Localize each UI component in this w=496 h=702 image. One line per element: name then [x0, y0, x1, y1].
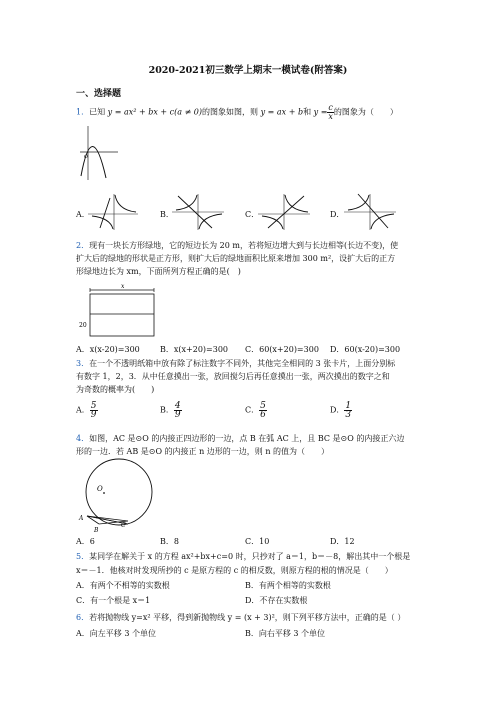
- q1-parabola-graph: [78, 124, 118, 180]
- frac-numerator: 5: [90, 401, 97, 411]
- q1-option-c[interactable]: C．: [245, 210, 260, 219]
- q5-line-1: 某同学在解关于 x 的方程 ax²+bx+c=0 时，只抄对了 a＝1，b＝－8，解出其中一个根是: [89, 552, 411, 561]
- q2-option-b[interactable]: B．x(x+20)=300: [160, 345, 228, 354]
- q1-frac-lhs: y =: [313, 107, 328, 117]
- q4-option-b[interactable]: B．8: [160, 537, 179, 546]
- q5-option-b[interactable]: B．有两个相等的实数根: [245, 581, 331, 590]
- q4-option-a[interactable]: A．6: [76, 537, 95, 546]
- option-label: B．: [160, 405, 174, 415]
- frac-denominator: x: [328, 112, 333, 121]
- question-number: 6．: [76, 613, 90, 622]
- option-fraction: [344, 402, 352, 419]
- frac-numerator: 1: [345, 401, 352, 411]
- q1-option-d-graph: [344, 192, 396, 230]
- frac-denominator: 6: [260, 410, 266, 420]
- q1-text: 和: [303, 107, 312, 117]
- q3-line-1: 在一个不透明纸箱中放有除了标注数字不同外，其他完全相同的 3 张卡片，上面分别标: [89, 359, 396, 368]
- q2-line-3: 形绿地边长为 xm，下面所列方程正确的是( ): [76, 267, 241, 276]
- q4-circle-figure: [76, 458, 162, 534]
- q6-line: 若将抛物线 y=x² 平移，得到新抛物线 y = (x + 3)²，则下列平移方法中，正确的是（ ）: [89, 613, 406, 622]
- q5-option-c[interactable]: C．有一个根是 x＝1: [76, 596, 151, 605]
- option-fraction: [259, 402, 267, 419]
- question-5-stem: [76, 551, 410, 562]
- origin-label: O: [84, 154, 89, 160]
- q1-option-a[interactable]: A．: [76, 210, 90, 219]
- section-heading: 一、选择题: [76, 89, 122, 99]
- frac-numerator: c: [328, 103, 333, 112]
- q2-option-d[interactable]: D．60(x-20)=300: [330, 345, 401, 354]
- q3-option-a[interactable]: [76, 402, 98, 419]
- frac-numerator: 4: [174, 401, 181, 411]
- q6-option-b[interactable]: B．向右平移 3 个单位: [245, 629, 326, 638]
- q2-option-a[interactable]: A．x(x-20)=300: [76, 345, 140, 354]
- q3-option-c[interactable]: [245, 402, 267, 419]
- q2-line-1: 现有一块长方形绿地，它的短边长为 20 m，若将短边增大到与长边相等(长边不变)，使: [89, 241, 399, 250]
- q3-option-b[interactable]: [160, 402, 182, 419]
- q1-text: 的图象如图，则: [202, 107, 259, 117]
- q1-formula-linear: y = ax + b: [260, 107, 304, 117]
- q3-line-2: 有数字 1，2，3．从中任意摸出一张，放回搅匀后再任意摸出一张，两次摸出的数字之和: [76, 372, 390, 381]
- document-title: 2020-2021初三数学上期末一模试卷(附答案): [148, 65, 348, 76]
- q2-line-2: 扩大后的绿地的形状是正方形，则扩大后的绿地面积比原来增加 300 m²，设扩大后的正方: [76, 254, 396, 263]
- option-label: D．: [330, 405, 345, 415]
- question-1-stem: [76, 104, 398, 121]
- q1-text: 已知: [89, 107, 106, 117]
- q4-line-1: 如图，AC 是⊙O 的内接正四边形的一边，点 B 在弧 AC 上，且 BC 是⊙O 的内接正六边: [89, 434, 405, 443]
- q1-option-b[interactable]: B．: [160, 210, 174, 219]
- fig-label-c: C: [121, 522, 126, 529]
- question-6-stem: [76, 612, 405, 623]
- option-fraction: [90, 402, 98, 419]
- fig-label-x: x: [121, 283, 125, 290]
- q1-option-c-graph: [258, 192, 310, 230]
- fig-label-o: O: [97, 485, 103, 493]
- question-4-stem: [76, 433, 404, 444]
- q3-line-3: 为奇数的概率为( ): [76, 385, 155, 394]
- q5-line-2: x＝－1．他核对时发现所抄的 c 是原方程的 c 的相反数，则原方程的根的情况是（ ）: [76, 566, 393, 575]
- frac-denominator: 9: [174, 410, 181, 420]
- question-number: 4．: [76, 434, 90, 443]
- frac-denominator: 3: [345, 410, 352, 420]
- q1-option-d[interactable]: D．: [330, 210, 345, 219]
- question-number: 1．: [76, 107, 90, 117]
- q1-option-a-graph: [88, 192, 138, 230]
- q1-text: 的图象为（ ）: [333, 107, 398, 117]
- option-label: A．: [76, 405, 90, 415]
- q4-option-c[interactable]: C．10: [245, 537, 270, 546]
- option-fraction: [174, 402, 182, 419]
- q1-option-b-graph: [172, 192, 224, 230]
- q6-option-a[interactable]: A．向左平移 3 个单位: [76, 629, 156, 638]
- q4-option-d[interactable]: D．12: [330, 537, 355, 546]
- q2-option-c[interactable]: C．60(x+20)=300: [245, 345, 319, 354]
- q4-line-2: 形的一边．若 AB 是⊙O 的内接正 n 边形的一边，则 n 的值为（ ）: [76, 447, 330, 456]
- question-2-stem: [76, 240, 398, 251]
- option-label: C．: [245, 405, 260, 415]
- fig-label-a: A: [79, 515, 84, 522]
- frac-numerator: 5: [260, 401, 266, 411]
- q3-option-d[interactable]: [330, 402, 352, 419]
- q1-formula: y = ax² + bx + c(a ≠ 0): [107, 107, 203, 117]
- frac-denominator: 9: [90, 410, 97, 420]
- q5-option-a[interactable]: A．有两个不相等的实数根: [76, 581, 170, 590]
- q5-option-d[interactable]: D．不存在实数根: [245, 596, 308, 605]
- fig-label-b: B: [94, 527, 99, 534]
- fig-label-20: 20: [79, 322, 87, 329]
- question-number: 5．: [76, 552, 90, 561]
- question-number: 2．: [76, 241, 90, 250]
- question-number: 3．: [76, 359, 90, 368]
- question-3-stem: [76, 358, 395, 369]
- q2-rectangle-figure: [78, 282, 158, 338]
